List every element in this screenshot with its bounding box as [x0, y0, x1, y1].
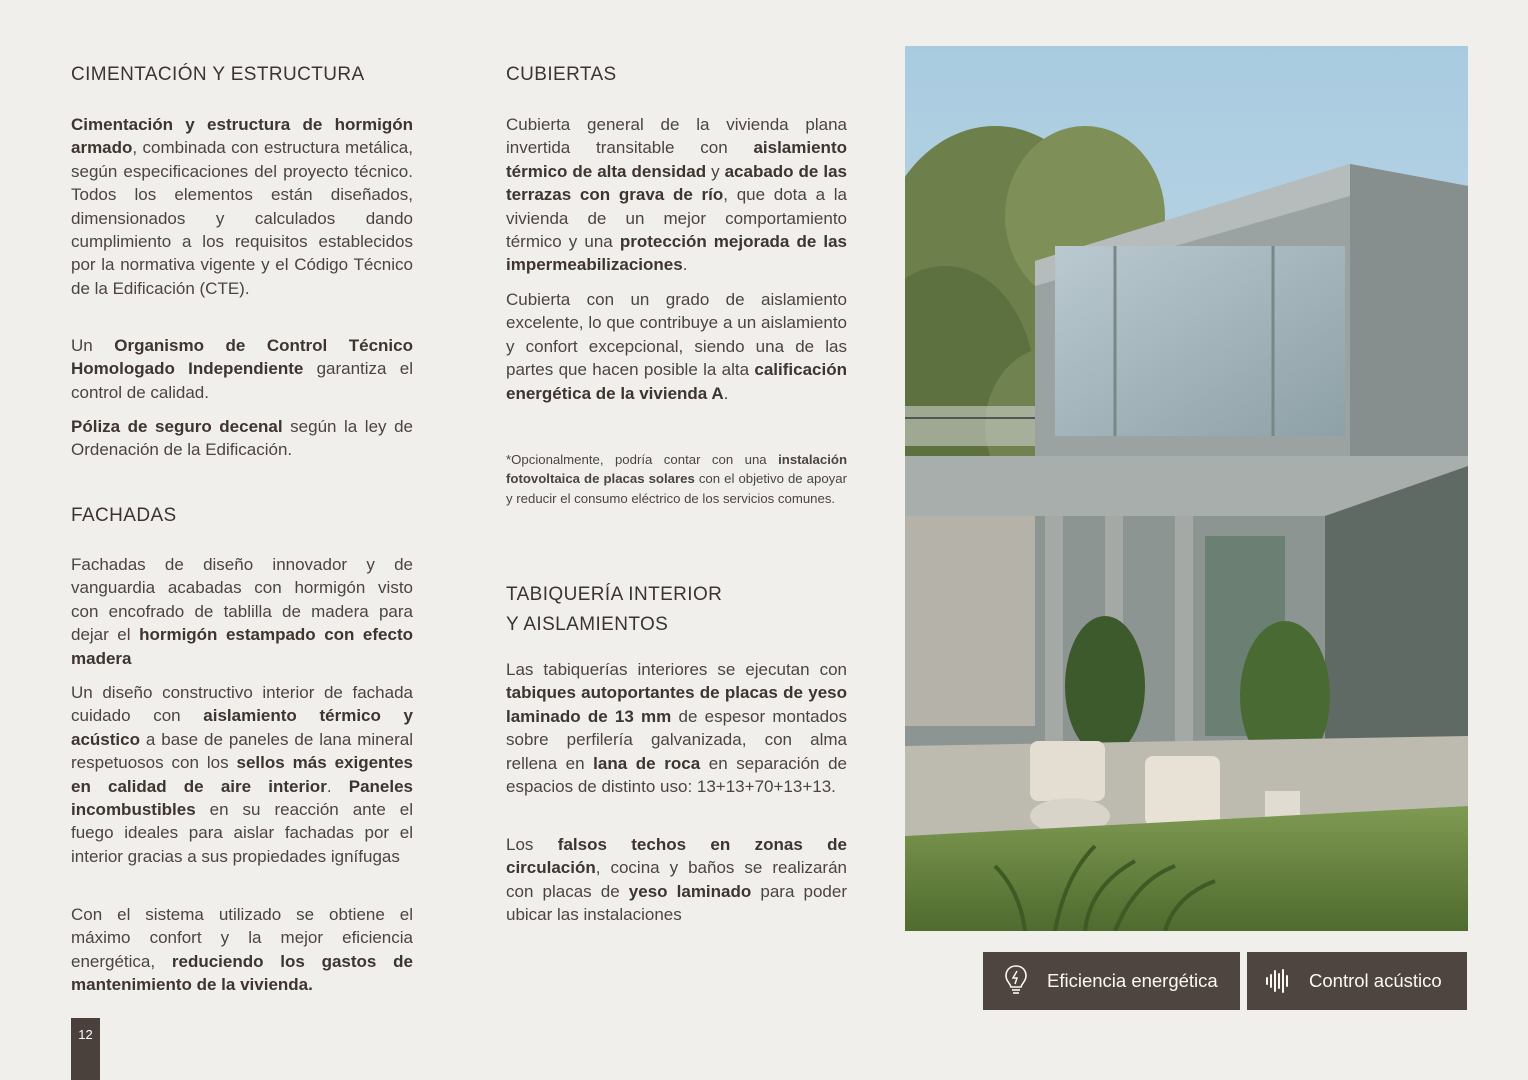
bold-text-run: tabiques autoportantes de placas de yeso laminado de 13 mm [506, 683, 847, 726]
cimentacion-paragraph-1 [71, 113, 413, 300]
fachadas-paragraph-3 [71, 903, 413, 997]
cimentacion-paragraph-3 [71, 415, 413, 462]
text-run: Las tabiquerías interiores se ejecutan con [506, 660, 847, 679]
text-run: , cocina y baños se realizarán con placas de [506, 858, 847, 901]
text-run: de espesor montados sobre perfilería galvanizada, con alma rellena en [506, 706, 847, 773]
bold-text-run: instalación fotovoltaica de placas solares [506, 452, 847, 487]
bold-text-run: aislamiento térmico de alta densidad [506, 138, 847, 181]
bold-text-run: lana de roca [593, 753, 701, 773]
bold-text-run: protección mejorada de las impermeabilizaciones [506, 232, 847, 275]
text-run: para poder ubicar las instalaciones [506, 881, 847, 925]
section-title-fachadas: FACHADAS [71, 505, 177, 526]
text-run: . [682, 255, 688, 275]
badge-eficiencia-energetica [983, 952, 1240, 1010]
text-run: . [326, 776, 349, 796]
bold-text-run: Cimentación y estructura de hormigón armado [71, 115, 413, 158]
bold-text-run: falsos techos en zonas de circulación [506, 835, 847, 878]
text-run: garantiza el control de calidad. [71, 359, 413, 402]
text-run: a base de paneles de lana mineral respetuosos con los [71, 729, 413, 773]
badge-eficiencia-label: Eficiencia energética [1047, 970, 1218, 991]
text-run: con el objetivo de apoyar y reducir el consumo eléctrico de los servicios comunes. [506, 471, 847, 506]
bold-text-run: yeso laminado [628, 881, 752, 901]
page-number: 12 [71, 1018, 100, 1080]
house-photo [905, 46, 1468, 931]
fachadas-paragraph-2 [71, 681, 413, 868]
text-run: Cubierta con un grado de aislamiento excelente, lo que contribuye a un aislamiento y confort excepcional, siendo una de las partes que hacen posible la alta [506, 290, 847, 380]
tabiqueria-paragraph-1 [506, 658, 847, 798]
text-run: según la ley de Ordenación de la Edificación. [71, 417, 413, 460]
tabiqueria-title-line-1: TABIQUERÍA INTERIOR [506, 584, 723, 605]
text-run: en separación de espacios de distinto uso: 13+13+70+13+13. [506, 753, 847, 797]
bold-text-run: hormigón estampado con efecto madera [71, 625, 414, 668]
bold-text-run: acabado de las terrazas con grava de río [506, 161, 848, 205]
text-run: , combinada con estructura metálica, según especificaciones del proyecto técnico. Todos los elementos están diseñados, dimensionados y calculados dando cumplimiento a los requisitos establecidos por la normativa vigente y el Código Técnico de la Edificación (CTE). [71, 138, 413, 298]
bold-text-run: calificación energética de la vivienda A [506, 360, 847, 403]
text-run: , que dota a la vivienda de un mejor comportamiento térmico y una [506, 185, 847, 252]
text-run: en su reacción ante el fuego ideales para aislar fachadas por el interior gracias a sus propiedades ignífugas [71, 800, 413, 866]
cimentacion-paragraph-2 [71, 334, 413, 404]
cubiertas-paragraph-1 [506, 113, 847, 277]
tabiqueria-paragraph-2 [506, 833, 847, 927]
bold-text-run: Organismo de Control Técnico Homologado Independiente [71, 336, 413, 379]
fachadas-paragraph-1 [71, 553, 413, 670]
text-run: y [706, 161, 725, 181]
bold-text-run: reduciendo los gastos de mantenimiento de la vivienda. [71, 951, 413, 995]
section-title-tabiqueria [506, 580, 722, 640]
tabiqueria-title-line-2: Y AISLAMIENTOS [506, 614, 669, 635]
badge-acustico-label: Control acústico [1309, 970, 1442, 991]
sound-wave-icon [1265, 963, 1291, 999]
badge-control-acustico [1247, 952, 1467, 1010]
bold-text-run: sellos más exigentes en calidad de aire interior [71, 753, 414, 796]
section-title-cimentacion: CIMENTACIÓN Y ESTRUCTURA [71, 64, 365, 85]
bold-text-run: Póliza de seguro decenal [71, 417, 283, 436]
text-run: Cubierta general de la vivienda plana invertida transitable con [506, 115, 847, 158]
cubiertas-paragraph-2 [506, 288, 847, 405]
text-run: . [723, 383, 729, 403]
cubiertas-note [506, 450, 847, 508]
text-run: Con el sistema utilizado se obtiene el máximo confort y la mejor eficiencia energética, [71, 905, 413, 971]
text-run: Un diseño constructivo interior de fachada cuidado con [71, 683, 413, 726]
text-run: Los [506, 835, 558, 854]
text-run: Un [71, 336, 115, 355]
bold-text-run: Paneles incombustibles [71, 776, 413, 820]
text-run: *Opcionalmente, podría contar con una [506, 452, 779, 467]
text-run: Fachadas de diseño innovador y de vanguardia acabadas con hormigón visto con encofrado de tablilla de madera para dejar el [71, 555, 413, 645]
lightbulb-icon [1003, 963, 1029, 999]
section-title-cubiertas: CUBIERTAS [506, 64, 617, 85]
bold-text-run: aislamiento térmico y acústico [71, 706, 413, 749]
